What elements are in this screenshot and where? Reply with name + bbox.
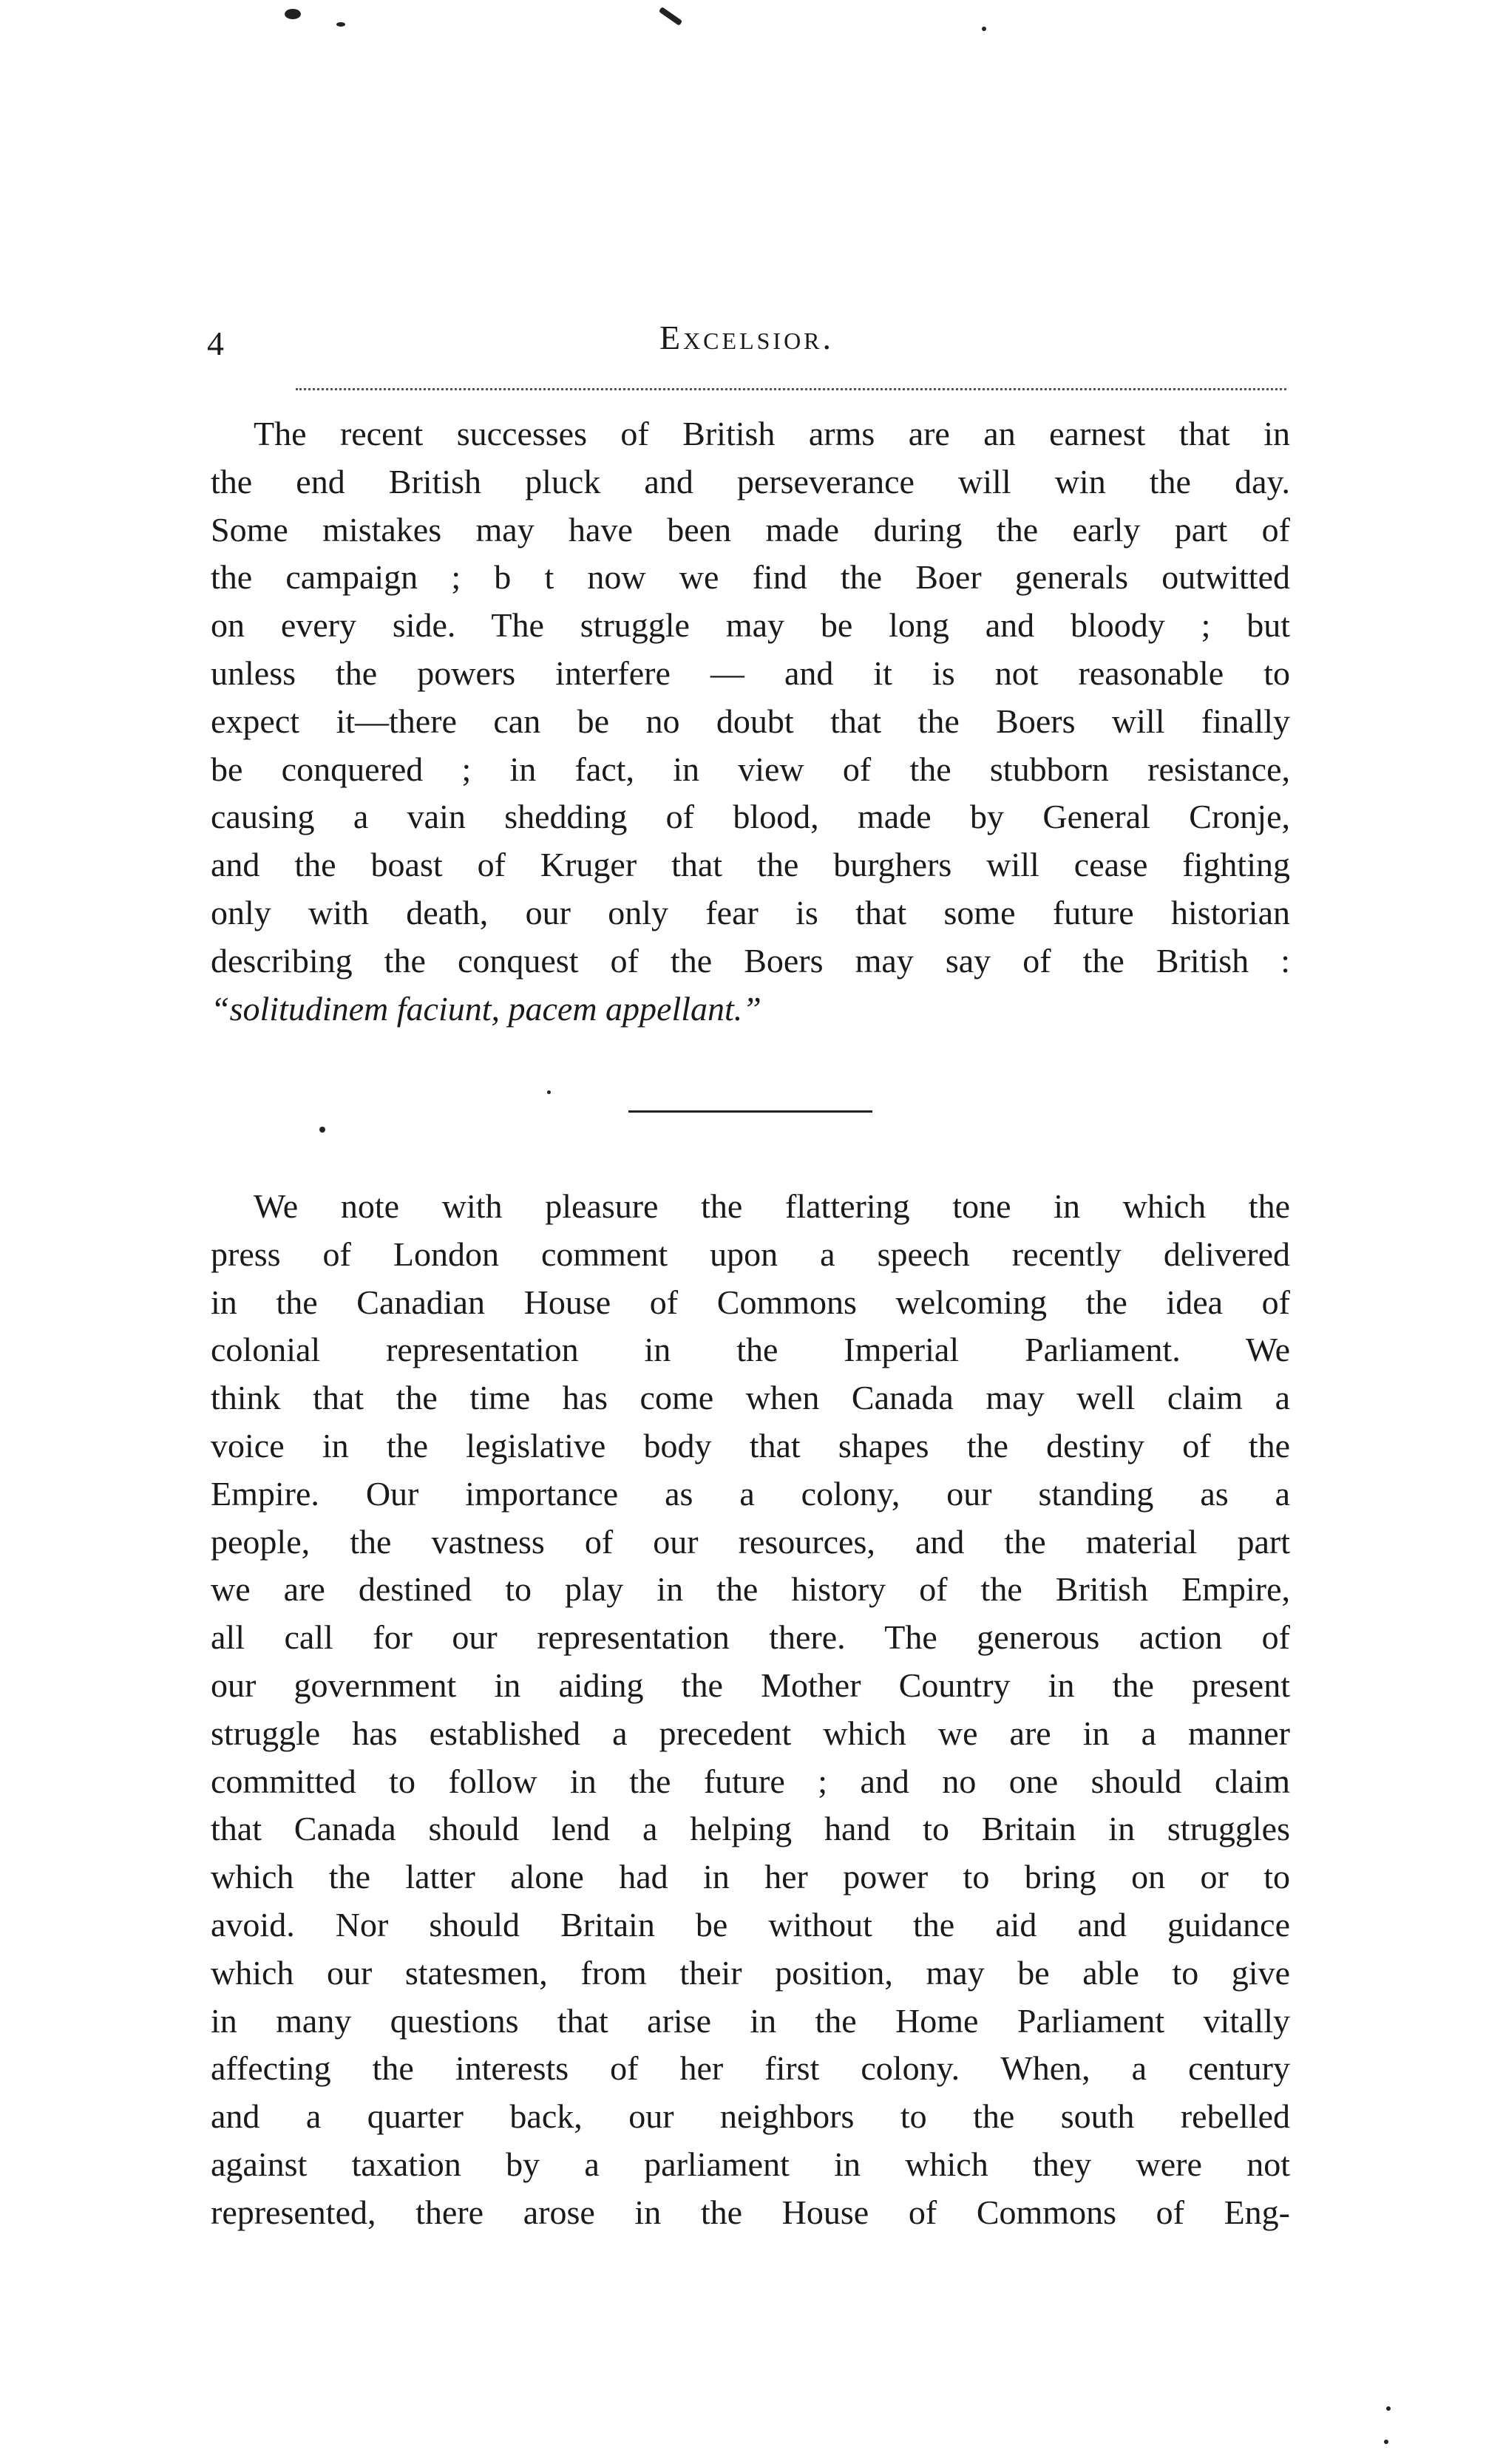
text-line: think that the time has come when Canada may well claim a xyxy=(211,1379,1290,1417)
latin-quote: “solitudinem faciunt, pacem appellant.” xyxy=(211,989,761,1028)
scan-speck xyxy=(547,1090,551,1094)
text-line: against taxation by a parliament in which they were not xyxy=(211,2145,1290,2183)
text-line: our government in aiding the Mother Country in the present xyxy=(211,1666,1290,1704)
text-line: avoid. Nor should Britain be without the aid and guidance xyxy=(211,1905,1290,1944)
text-line: The recent successes of British arms are an earnest that in xyxy=(254,415,1290,452)
text-line: and a quarter back, our neighbors to the south rebelled xyxy=(211,2097,1290,2136)
text-line: committed to follow in the future ; and no one should claim xyxy=(211,1762,1290,1800)
text-line: expect it—there can be no doubt that the Boers will finally xyxy=(211,702,1290,740)
scan-speck xyxy=(319,1127,325,1133)
header-rule xyxy=(296,388,1286,390)
text-line: Some mistakes may have been made during the early part of xyxy=(211,510,1290,549)
text-line: voice in the legislative body that shapes the destiny of the xyxy=(211,1426,1290,1465)
text-line: press of London comment upon a speech recently delivered xyxy=(211,1235,1290,1273)
text-line: which our statesmen, from their position, may be able to give xyxy=(211,1953,1290,1992)
text-line: only with death, our only fear is that some future historian xyxy=(211,893,1290,931)
scan-speck xyxy=(982,27,986,31)
text-line: unless the powers interfere — and it is not reasonable to xyxy=(211,654,1290,692)
running-header xyxy=(207,318,1286,370)
section-divider xyxy=(628,1110,872,1113)
text-line: We note with pleasure the flattering tone in which the xyxy=(254,1187,1290,1225)
text-line: all call for our representation there. The generous action of xyxy=(211,1618,1290,1657)
text-line: describing the conquest of the Boers may say of the British : xyxy=(211,941,1290,980)
scan-speck xyxy=(336,22,345,27)
running-title: Excelsior. xyxy=(659,319,835,356)
text-line: represented, there arose in the House of Commons of Eng- xyxy=(211,2193,1290,2231)
text-line: colonial representation in the Imperial Parliament. We xyxy=(211,1331,1290,1369)
text-line: and the boast of Kruger that the burghers will cease fighting xyxy=(211,846,1290,884)
text-line: in many questions that arise in the Home Parliament vitally xyxy=(211,2001,1290,2040)
text-line: the end British pluck and perseverance will win the day. xyxy=(211,462,1290,500)
scan-speck xyxy=(285,9,301,19)
paragraph-colonial-representation xyxy=(211,1183,1290,2237)
page-number: 4 xyxy=(207,325,224,362)
text-line: in the Canadian House of Commons welcoming the idea of xyxy=(211,1283,1290,1321)
text-line: the campaign ; b t now we find the Boer generals outwitted xyxy=(211,558,1290,597)
text-line: we are destined to play in the history of the British Empire, xyxy=(211,1570,1290,1609)
text-line: on every side. The struggle may be long and bloody ; but xyxy=(211,606,1290,645)
text-line: be conquered ; in fact, in view of the stubborn resistance, xyxy=(211,750,1290,788)
text-line: struggle has established a precedent which we are in a manner xyxy=(211,1714,1290,1752)
paragraph-boer-war xyxy=(211,410,1290,1033)
text-line: people, the vastness of our resources, and the material part xyxy=(211,1522,1290,1561)
scan-speck xyxy=(659,7,682,26)
text-line: which the latter alone had in her power to bring on or to xyxy=(211,1858,1290,1896)
text-line: causing a vain shedding of blood, made by General Cronje, xyxy=(211,798,1290,836)
text-line: that Canada should lend a helping hand to Britain in struggles xyxy=(211,1810,1290,1848)
text-line: Empire. Our importance as a colony, our standing as a xyxy=(211,1474,1290,1513)
scan-speck xyxy=(1386,2406,1391,2411)
text-line: affecting the interests of her first colony. When, a century xyxy=(211,2049,1290,2088)
scan-speck xyxy=(1384,2440,1388,2444)
